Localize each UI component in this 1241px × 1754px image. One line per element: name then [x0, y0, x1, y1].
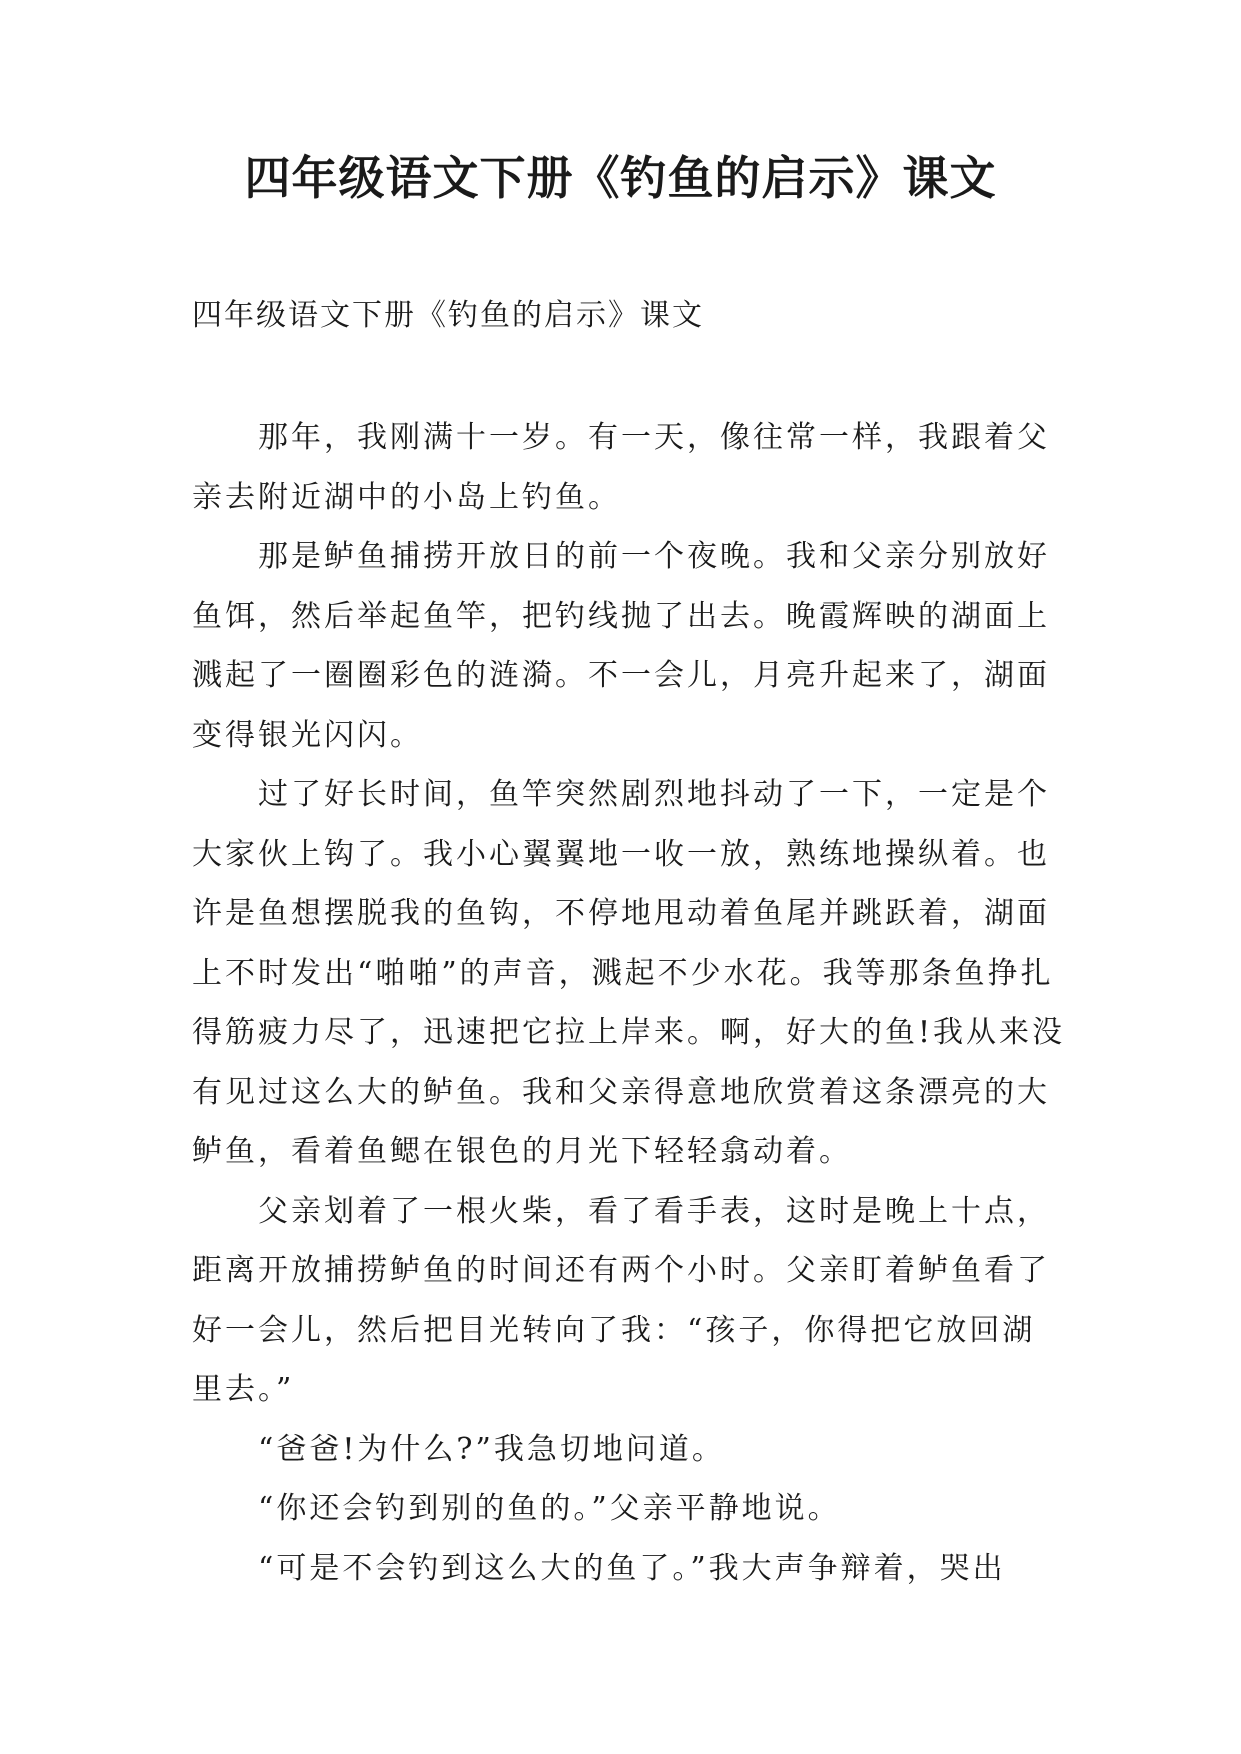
- document-subtitle: 四年级语文下册《钓鱼的启示》课文: [192, 298, 704, 333]
- document-title: 四年级语文下册《钓鱼的启示》课文: [244, 151, 997, 205]
- paragraph: “爸爸!为什么?”我急切地问道。: [258, 1431, 725, 1467]
- paragraph: 过了好长时间，鱼竿突然剧烈地抖动了一下，一定是个大家伙上钩了。我小心翼翼地一收一放，熟练地操纵着。也许是鱼想摆脱我的鱼钩，不停地甩动着鱼尾并跳跃着，湖面上不时发出“啪啪”的声音，溅起不少水花。我等那条鱼挣扎得筋疲力尽了，迅速把它拉上岸来。啊，好大的鱼!我从来没有见过这么大的鲈鱼。我和父亲得意地欣赏着这条漂亮的大鲈鱼，看着鱼鳃在银色的月光下轻轻翕动着。: [192, 777, 1066, 1169]
- paragraph: “你还会钓到别的鱼的。”父亲平静地说。: [258, 1491, 841, 1526]
- paragraph: “可是不会钓到这么大的鱼了。”我大声争辩着，哭出: [258, 1550, 1006, 1586]
- paragraph: 父亲划着了一根火柴，看了看手表，这时是晚上十点，距离开放捕捞鲈鱼的时间还有两个小时。父亲盯着鲈鱼看了好一会儿，然后把目光转向了我：“孩子，你得把它放回湖里去。”: [192, 1193, 1050, 1407]
- paragraph: 那年，我刚满十一岁。有一天，像往常一样，我跟着父亲去附近湖中的小岛上钓鱼。: [192, 420, 1050, 515]
- paragraph: 那是鲈鱼捕捞开放日的前一个夜晚。我和父亲分别放好鱼饵，然后举起鱼竿，把钓线抛了出去。晚霞辉映的湖面上溅起了一圈圈彩色的涟漪。不一会儿，月亮升起来了，湖面变得银光闪闪。: [192, 539, 1050, 753]
- document-body: [192, 408, 1068, 1598]
